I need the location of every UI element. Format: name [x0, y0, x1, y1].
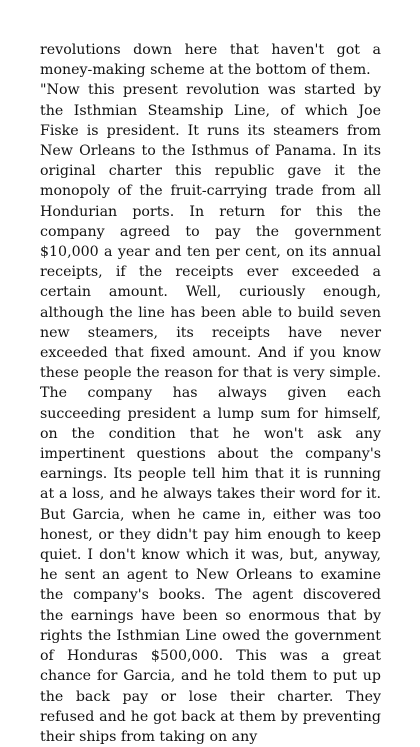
page-text [40, 40, 381, 747]
paragraph-2: "Now this present revolution was started by the Isthmian Steamship Line, of which Joe Fiske is president. It runs its steamers from New Orleans to the Isthmus of Panama. In its original charter this republic gave it the monopoly of the fruit-carrying trade from all Hondurian ports. In return for this the company agreed to pay the government $10,000 a year and ten per cent, on its annual receipts, if the receipts ever exceeded a certain amount. Well, curiously enough, although the line has been able to build seven new steamers, its receipts have never exceeded that fixed amount. And if you know these people the reason for that is very simple. The company has always given each succeeding president a lump sum for himself, on the condition that he won't ask any impertinent questions about the company's earnings. Its people tell him that it is running at a loss, and he always takes their word for it. But Garcia, when he came in, either was too honest, or they didn't pay him enough to keep quiet. I don't know which it was, but, anyway, he sent an agent to New Orleans to examine the company's books. The agent discovered the earnings have been so enormous that by rights the Isthmian Line owed the government of Honduras $500,000. This was a great chance for Garcia, and he told them to put up the back pay or lose their charter. They refused and he got back at them by preventing their ships from taking on any [40, 82, 381, 745]
paragraph-1: revolutions down here that haven't got a money-making scheme at the bottom of them. [40, 42, 381, 79]
